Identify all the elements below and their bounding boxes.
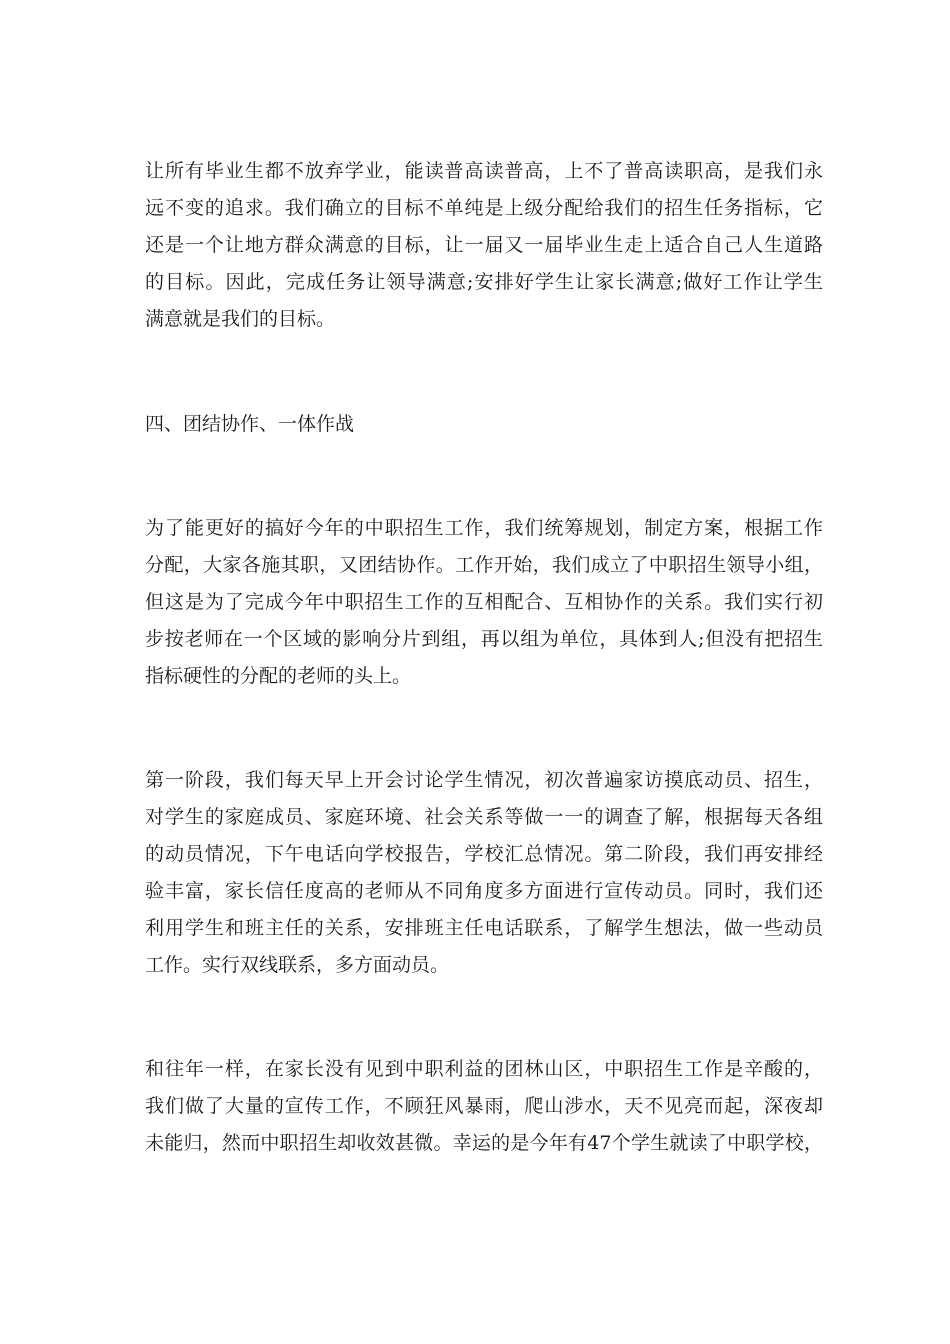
paragraph-line: 满意就是我们的目标。 (145, 308, 336, 330)
paragraph-line: 我们做了大量的宣传工作，不顾狂风暴雨，爬山涉水，天不见亮而起，深夜却 (145, 1095, 823, 1117)
paragraph-line: 步按老师在一个区域的影响分片到组，再以组为单位，具体到人;但没有把招生 (145, 628, 823, 650)
paragraph-line: 让所有毕业生都不放弃学业，能读普高读普高，上不了普高读职高，是我们永 (145, 160, 823, 182)
paragraph-line: 对学生的家庭成员、家庭环境、社会关系等做一一的调查了解，根据每天各组 (145, 806, 823, 828)
paragraph-line: 未能归，然而中职招生却收效甚微。幸运的是今年有47个学生就读了中职学校， (145, 1132, 823, 1154)
paragraph-line: 分配，大家各施其职，又团结协作。工作开始，我们成立了中职招生领导小组， (145, 554, 823, 576)
paragraph-line: 利用学生和班主任的关系，安排班主任电话联系，了解学生想法，做一些动员 (145, 917, 823, 939)
paragraph-line: 远不变的追求。我们确立的目标不单纯是上级分配给我们的招生任务指标，它 (145, 197, 823, 219)
heading-text: 四、团结协作、一体作战 (145, 413, 355, 435)
paragraph-line: 为了能更好的搞好今年的中职招生工作，我们统筹规划，制定方案，根据工作 (145, 517, 823, 539)
paragraph-line: 的目标。因此，完成任务让领导满意;安排好学生让家长满意;做好工作让学生 (145, 271, 823, 293)
paragraph-line: 第一阶段，我们每天早上开会讨论学生情况，初次普遍家访摸底动员、招生， (145, 769, 823, 791)
paragraph-line: 工作。实行双线联系，多方面动员。 (145, 954, 450, 976)
paragraph-line: 但这是为了完成今年中职招生工作的互相配合、互相协作的关系。我们实行初 (145, 591, 823, 613)
paragraph-line: 验丰富，家长信任度高的老师从不同角度多方面进行宣传动员。同时，我们还 (145, 880, 823, 902)
paragraph-line: 的动员情况，下午电话向学校报告，学校汇总情况。第二阶段，我们再安排经 (145, 843, 823, 865)
paragraph-line: 和往年一样，在家长没有见到中职利益的团林山区，中职招生工作是辛酸的， (145, 1058, 823, 1080)
paragraph-line: 指标硬性的分配的老师的头上。 (145, 665, 412, 687)
paragraph-line: 还是一个让地方群众满意的目标，让一届又一届毕业生走上适合自己人生道路 (145, 234, 823, 256)
